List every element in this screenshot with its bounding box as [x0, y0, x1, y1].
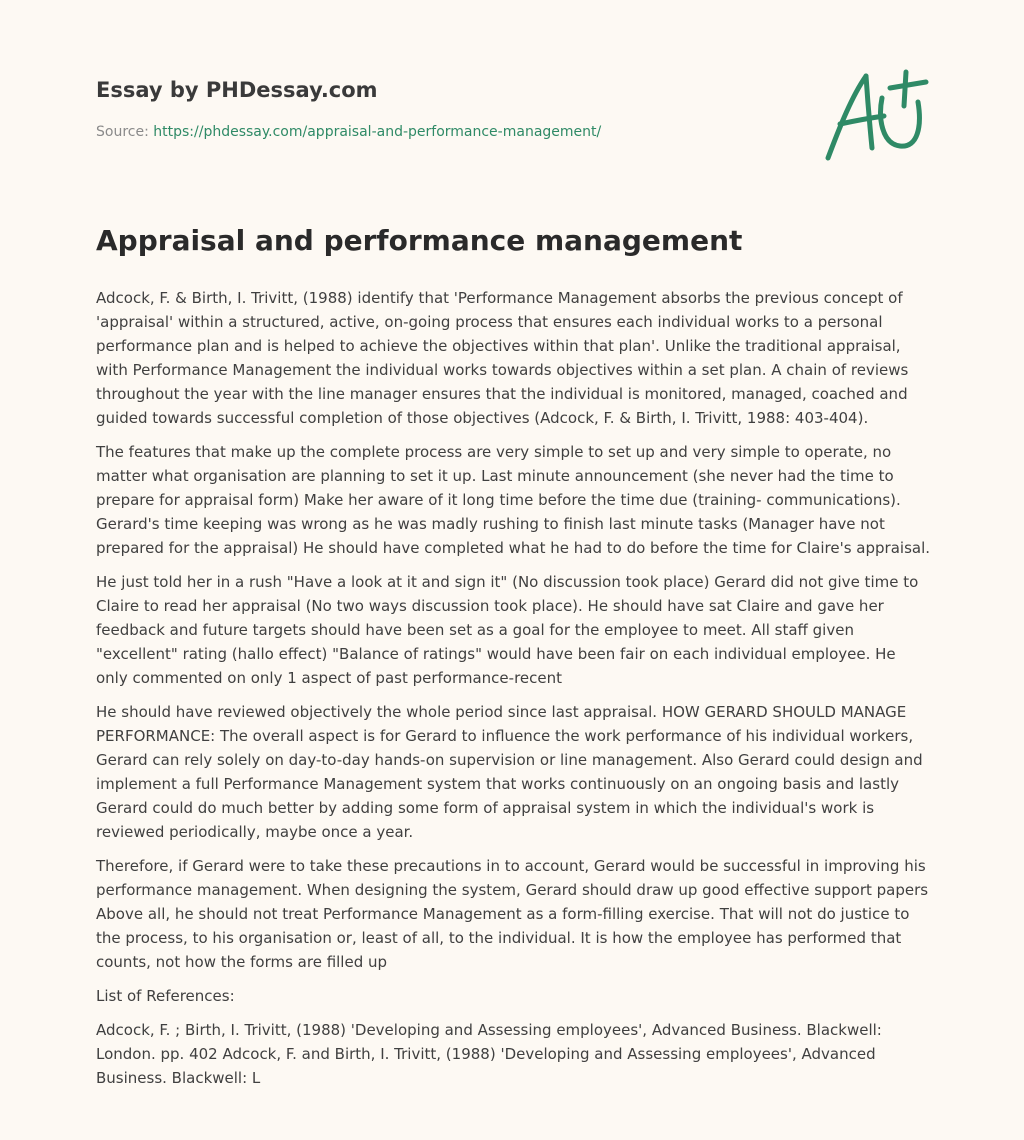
site-brand: Essay by PHDessay.com [96, 78, 378, 102]
essay-title: Appraisal and performance management [96, 224, 743, 257]
paragraph-1: Adcock, F. & Birth, I. Trivitt, (1988) identify that 'Performance Management absorbs the previous concept of 'appraisal' within a structured, active, on-going process that ensures each individual works to a personal performance plan and is helped to achieve the objectives within that plan'. Unlike the traditional appraisal, with Performance Management the individual works towards objectives within a set plan. A chain of reviews throughout the year with the line manager ensures that the individual is monitored, managed, coached and guided towards successful completion of those objectives (Adcock, F. & Birth, I. Trivitt, 1988: 403-404). [96, 289, 909, 427]
reference-entry: Adcock, F. ; Birth, I. Trivitt, (1988) 'Developing and Assessing employees', Advanced Business. Blackwell: London. pp. 402 Adcock, F. and Birth, I. Trivitt, (1988) 'Developing and Assessing employees', Advanced Business. Blackwell: L [96, 1021, 882, 1087]
paragraph-3: He just told her in a rush "Have a look at it and sign it" (No discussion took place) Gerard did not give time to Claire to read her appraisal (No two ways discussion took place). He should have sat Claire and gave her feedback and future targets should have been set as a goal for the employee to meet. All staff given "excellent" rating (hallo effect) "Balance of ratings" would have been fair on each individual employee. He only commented on only 1 aspect of past performance-recent [96, 573, 919, 687]
source-line [96, 124, 601, 140]
source-link[interactable]: https://phdessay.com/appraisal-and-performance-management/ [153, 124, 602, 140]
paragraph-5: Therefore, if Gerard were to take these precautions in to account, Gerard would be successful in improving his performance management. When designing the system, Gerard should draw up good effective support papers Above all, he should not treat Performance Management as a form-filling exercise. That will not do justice to the process, to his organisation or, least of all, to the individual. It is how the employee has performed that counts, not how the forms are filled up [96, 857, 929, 971]
paragraph-2: The features that make up the complete process are very simple to set up and very simple to operate, no matter what organisation are planning to set it up. Last minute announcement (she never had the time to prepare for appraisal form) Make her aware of it long time before the time due (training- communications). Gerard's time keeping was wrong as he was madly rushing to finish last minute tasks (Manager have not prepared for the appraisal) He should have completed what he had to do before the time for Claire's appraisal. [96, 443, 931, 557]
a-plus-logo-icon [822, 66, 932, 166]
references-heading: List of References: [96, 987, 235, 1005]
paragraph-4: He should have reviewed objectively the whole period since last appraisal. HOW GERARD SHOULD MANAGE PERFORMANCE: The overall aspect is for Gerard to influence the work performance of his individual workers, Gerard can rely solely on day-to-day hands-on supervision or line management. Also Gerard could design and implement a full Performance Management system that works continuously on an ongoing basis and lastly Gerard could do much better by adding some form of appraisal system in which the individual's work is reviewed periodically, maybe once a year. [96, 703, 923, 841]
source-label: Source: [96, 124, 149, 140]
essay-body [96, 286, 932, 1100]
